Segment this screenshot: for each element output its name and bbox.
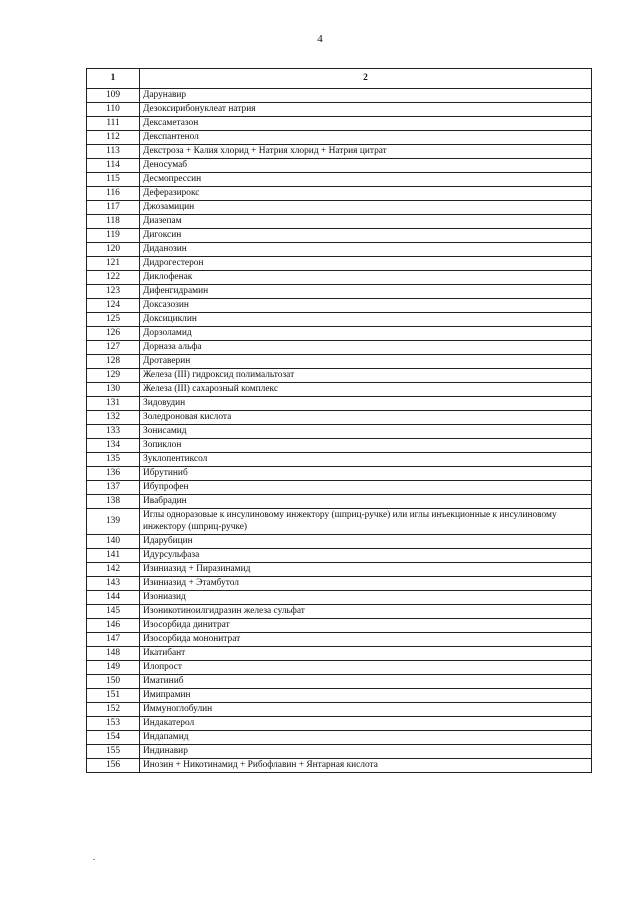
table-row (87, 257, 592, 271)
row-number: 143 (87, 576, 140, 590)
drug-name: Изиниазид + Пиразинамид (140, 562, 592, 576)
row-number: 129 (87, 369, 140, 383)
table-row (87, 688, 592, 702)
row-number: 133 (87, 425, 140, 439)
table-row (87, 425, 592, 439)
row-number: 142 (87, 562, 140, 576)
table-row (87, 467, 592, 481)
row-number: 140 (87, 534, 140, 548)
table-row (87, 103, 592, 117)
drug-name: Зидовудин (140, 397, 592, 411)
table-row (87, 159, 592, 173)
drug-name: Изосорбида мононитрат (140, 632, 592, 646)
table-row (87, 383, 592, 397)
table-row (87, 355, 592, 369)
table-row (87, 229, 592, 243)
drug-name: Изоникотиноилгидразин железа сульфат (140, 604, 592, 618)
drug-name: Индапамид (140, 730, 592, 744)
drug-name: Имипрамин (140, 688, 592, 702)
table-row (87, 397, 592, 411)
row-number: 123 (87, 285, 140, 299)
table-row (87, 660, 592, 674)
table-row (87, 285, 592, 299)
row-number: 110 (87, 103, 140, 117)
table-body (87, 89, 592, 773)
row-number: 139 (87, 509, 140, 535)
drug-name: Зопиклон (140, 439, 592, 453)
drug-name: Изосорбида динитрат (140, 618, 592, 632)
row-number: 132 (87, 411, 140, 425)
row-number: 125 (87, 313, 140, 327)
table-row (87, 215, 592, 229)
table-row (87, 173, 592, 187)
drug-name: Дидрогестерон (140, 257, 592, 271)
row-number: 153 (87, 716, 140, 730)
drug-name: Дигоксин (140, 229, 592, 243)
table-row (87, 509, 592, 535)
table-row (87, 495, 592, 509)
drug-name: Индинавир (140, 744, 592, 758)
table-row (87, 481, 592, 495)
row-number: 127 (87, 341, 140, 355)
drug-name: Дексаметазон (140, 117, 592, 131)
row-number: 135 (87, 453, 140, 467)
row-number: 113 (87, 145, 140, 159)
column-header-number: 1 (87, 69, 140, 89)
stray-mark (93, 859, 95, 860)
drug-name: Изиниазид + Этамбутол (140, 576, 592, 590)
row-number: 146 (87, 618, 140, 632)
drug-name: Железа (III) сахарозный комплекс (140, 383, 592, 397)
table-row (87, 131, 592, 145)
table-row (87, 369, 592, 383)
table-row (87, 313, 592, 327)
table-row (87, 201, 592, 215)
row-number: 134 (87, 439, 140, 453)
table-row (87, 439, 592, 453)
drug-name: Иматиниб (140, 674, 592, 688)
row-number: 148 (87, 646, 140, 660)
column-header-name: 2 (140, 69, 592, 89)
page-number: 4 (317, 33, 323, 45)
table-row (87, 534, 592, 548)
table-row (87, 243, 592, 257)
drug-name: Зуклопентиксол (140, 453, 592, 467)
table-row (87, 453, 592, 467)
drug-name: Диазепам (140, 215, 592, 229)
table-row (87, 327, 592, 341)
row-number: 121 (87, 257, 140, 271)
table-row (87, 145, 592, 159)
row-number: 114 (87, 159, 140, 173)
row-number: 150 (87, 674, 140, 688)
table-row (87, 562, 592, 576)
row-number: 137 (87, 481, 140, 495)
drug-name: Дифенгидрамин (140, 285, 592, 299)
row-number: 116 (87, 187, 140, 201)
drug-name: Диданозин (140, 243, 592, 257)
row-number: 147 (87, 632, 140, 646)
row-number: 120 (87, 243, 140, 257)
row-number: 117 (87, 201, 140, 215)
row-number: 141 (87, 548, 140, 562)
table-row (87, 590, 592, 604)
drug-name: Джозамицин (140, 201, 592, 215)
table-row (87, 730, 592, 744)
row-number: 131 (87, 397, 140, 411)
row-number: 119 (87, 229, 140, 243)
drug-name: Дротаверин (140, 355, 592, 369)
drug-name: Икатибант (140, 646, 592, 660)
drug-name: Декстроза + Калия хлорид + Натрия хлорид + Натрия цитрат (140, 145, 592, 159)
drug-name: Дезоксирибонуклеат натрия (140, 103, 592, 117)
drug-name: Декспантенол (140, 131, 592, 145)
row-number: 112 (87, 131, 140, 145)
drug-name: Изониазид (140, 590, 592, 604)
row-number: 111 (87, 117, 140, 131)
drug-table (86, 68, 592, 773)
table-row (87, 716, 592, 730)
row-number: 156 (87, 758, 140, 772)
row-number: 109 (87, 89, 140, 103)
drug-name: Дорзоламид (140, 327, 592, 341)
table-row (87, 411, 592, 425)
table-header-row (87, 69, 592, 89)
table-row (87, 632, 592, 646)
table-row (87, 548, 592, 562)
drug-name: Доксициклин (140, 313, 592, 327)
row-number: 126 (87, 327, 140, 341)
row-number: 149 (87, 660, 140, 674)
table-row (87, 576, 592, 590)
drug-name: Индакатерол (140, 716, 592, 730)
drug-name: Диклофенак (140, 271, 592, 285)
drug-name: Доксазозин (140, 299, 592, 313)
table-row (87, 702, 592, 716)
table-row (87, 618, 592, 632)
row-number: 155 (87, 744, 140, 758)
drug-name: Ибрутиниб (140, 467, 592, 481)
table-row (87, 646, 592, 660)
drug-name: Иммуноглобулин (140, 702, 592, 716)
table-row (87, 744, 592, 758)
table-row (87, 89, 592, 103)
drug-name: Инозин + Никотинамид + Рибофлавин + Янтарная кислота (140, 758, 592, 772)
drug-name: Деносумаб (140, 159, 592, 173)
table-row (87, 187, 592, 201)
row-number: 118 (87, 215, 140, 229)
row-number: 115 (87, 173, 140, 187)
row-number: 154 (87, 730, 140, 744)
drug-name: Дарунавир (140, 89, 592, 103)
drug-name: Железа (III) гидроксид полимальтозат (140, 369, 592, 383)
row-number: 145 (87, 604, 140, 618)
row-number: 124 (87, 299, 140, 313)
table-row (87, 117, 592, 131)
drug-name: Зонисамид (140, 425, 592, 439)
table-row (87, 604, 592, 618)
drug-name: Десмопрессин (140, 173, 592, 187)
table-row (87, 271, 592, 285)
row-number: 128 (87, 355, 140, 369)
row-number: 136 (87, 467, 140, 481)
drug-name: Идурсульфаза (140, 548, 592, 562)
row-number: 130 (87, 383, 140, 397)
row-number: 144 (87, 590, 140, 604)
drug-name: Золедроновая кислота (140, 411, 592, 425)
row-number: 151 (87, 688, 140, 702)
drug-name: Ивабрадин (140, 495, 592, 509)
drug-name: Деферазирокс (140, 187, 592, 201)
row-number: 122 (87, 271, 140, 285)
drug-name: Ибупрофен (140, 481, 592, 495)
drug-name: Илопрост (140, 660, 592, 674)
row-number: 152 (87, 702, 140, 716)
drug-name: Иглы одноразовые к инсулиновому инжектору (шприц-ручке) или иглы инъекционные к инсулиновому инжектору (шприц-ручке) (140, 509, 592, 535)
table-row (87, 341, 592, 355)
drug-name: Идарубицин (140, 534, 592, 548)
table-row (87, 299, 592, 313)
drug-name: Дорназа альфа (140, 341, 592, 355)
table-row (87, 758, 592, 772)
row-number: 138 (87, 495, 140, 509)
table-row (87, 674, 592, 688)
